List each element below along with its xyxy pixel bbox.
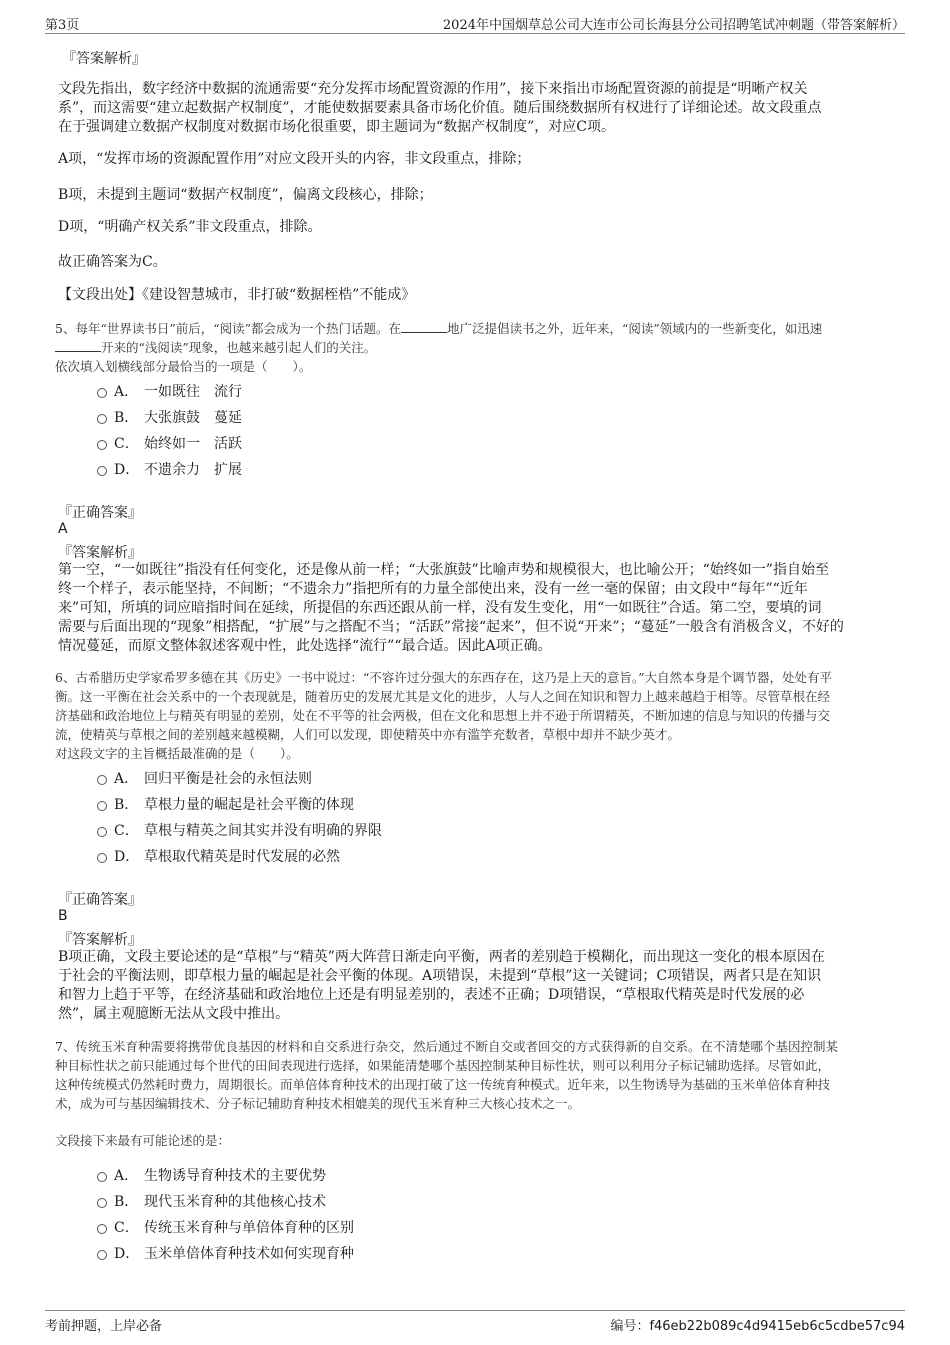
option-text: 一如既往 流行 [144,384,242,400]
option-text: 生物诱导育种技术的主要优势 [144,1168,326,1184]
document-title: 2024年中国烟草总公司大连市公司长海县分公司招聘笔试冲刺题（带答案解析） [442,18,905,33]
option-text: 草根取代精英是时代发展的必然 [144,849,340,865]
option-text: 玉米单倍体育种技术如何实现育种 [144,1246,354,1262]
q6-stem [55,668,915,763]
analysis-line: 需要与后面出现的“现象”相搭配，“扩展”与之搭配不当；“活跃”常接“起来”，但不说“开来”；“蔓延”一般含有消极含义，不好的 [58,619,844,635]
radio-circle-icon[interactable] [97,1224,107,1234]
q6-analysis-title: 『答案解析』 [58,932,142,948]
q4-source: 【文段出处】《建设智慧城市，非打破“数据桎梏”不能成》 [58,287,416,303]
radio-circle-icon[interactable] [97,801,107,811]
q6-stem-line: 济基础和政治地位上与精英有明显的差别，处在不平等的社会两极，但在文化和思想上并不逊于所谓精英，不断加速的信息与知识的传播与交 [55,708,831,723]
q5-stem-part: 地广泛提倡读书之外，近年来，“阅读”领域内的一些新变化，如迅速 [447,321,823,336]
analysis-line: 文段先指出，数字经济中数据的流通需要“充分发挥市场配置资源的作用”，接下来指出市场配置资源的前提是“明晰产权关 [58,81,808,97]
option-letter: D． [114,462,140,478]
option-text: 始终如一 活跃 [144,436,242,452]
fill-blank-2 [55,340,101,352]
q4-analysis [58,80,908,137]
analysis-line: 来”可知，所填的词应暗指时间在延续，所提倡的东西还跟从前一样，没有发生变化，用“一如既往”合适。第二空，要填的词 [58,600,822,616]
q6-answer-title: 『正确答案』 [58,892,142,908]
option-letter: D． [114,1246,140,1262]
analysis-line: 终一个样子，表示能坚持，不间断；“不遗余力”指把所有的力量全部使出来，没有一丝一毫的保留；由文段中“每年”“近年 [58,581,808,597]
option-text: 现代玉米育种的其他核心技术 [144,1194,326,1210]
option-letter: A． [114,1168,139,1184]
q6-prompt: 对这段文字的主旨概括最准确的是（ ）。 [55,746,299,761]
q4-item-a: A项，“发挥市场的资源配置作用”对应文段开头的内容，非文段重点，排除； [58,151,531,167]
q5-stem-part: 开来的“浅阅读”现象，也越来越引起人们的关注。 [101,340,377,355]
radio-circle-icon[interactable] [97,775,107,785]
q4-analysis-title: 『答案解析』 [62,51,146,67]
q4-conclusion: 故正确答案为C。 [58,254,167,270]
analysis-line: 第一空，“一如既往”指没有任何变化，还是像从前一样；“大张旗鼓”比喻声势和规模很大，也比喻公开；“始终如一”指自始至 [58,562,829,578]
q7-stem-line: 7、传统玉米育种需要将携带优良基因的材料和自交系进行杂交，然后通过不断自交或者回交的方式获得新的自交系。在不清楚哪个基因控制某 [55,1039,838,1054]
q4-item-b: B项，未提到主题词“数据产权制度”，偏离文段核心，排除； [58,187,433,203]
option-text: 草根与精英之间其实并没有明确的界限 [144,823,382,839]
radio-circle-icon[interactable] [97,827,107,837]
q6-stem-line: 流，使精英与草根之间的差别越来越模糊，人们可以发现，即使精英中亦有滥竽充数者，草根中却并不缺少英才。 [55,727,681,742]
radio-circle-icon[interactable] [97,1198,107,1208]
radio-circle-icon[interactable] [97,440,107,450]
radio-circle-icon[interactable] [97,1172,107,1182]
option-letter: C． [114,436,139,452]
option-text: 大张旗鼓 蔓延 [144,410,242,426]
page-footer [45,1310,905,1336]
option-letter: C． [114,1220,139,1236]
q7-stem [55,1037,915,1113]
option-letter: B． [114,1194,139,1210]
analysis-line: 和智力上趋于平等，在经济基础和政治地位上还是有明显差别的，表述不正确；D项错误，“草根取代精英是时代发展的必 [58,987,805,1003]
option-letter: A． [114,384,139,400]
q5-stem [55,319,915,376]
q7-prompt: 文段接下来最有可能论述的是： [55,1133,231,1148]
q5-analysis-title: 『答案解析』 [58,545,142,561]
radio-circle-icon[interactable] [97,414,107,424]
q5-analysis [58,561,908,656]
analysis-line: 在于强调建立数据产权制度对数据市场化很重要，即主题词为“数据产权制度”，对应C项。 [58,119,616,135]
document-code: 编号：f46eb22b089c4d9415eb6c5cdbe57c94 [610,1319,905,1334]
q6-stem-line: 衡。这一平衡在社会关系中的一个表现就是，随着历史的发展尤其是文化的进步，人与人之间在知识和智力上越来越趋于相等。尽管草根在经 [55,689,831,704]
option-letter: A． [114,771,139,787]
option-letter: B． [114,797,139,813]
option-text: 草根力量的崛起是社会平衡的体现 [144,797,354,813]
radio-circle-icon[interactable] [97,1250,107,1260]
analysis-line: 情况蔓延，而原文整体叙述客观中性，此处选择“流行”“最合适。因此A项正确。 [58,638,552,654]
option-letter: D． [114,849,140,865]
analysis-line: 系”，而这需要“建立起数据产权制度”，才能使数据要素具备市场化价值。随后围绕数据所有权进行了详细论述。故文段重点 [58,100,822,116]
q6-analysis [58,948,908,1024]
q7-stem-line: 种目标性状之前只能通过每个世代的田间表现进行选择，如果能清楚哪个基因控制某种目标性状，则可以利用分子标记辅助选择。尽管如此， [55,1058,831,1073]
option-letter: B． [114,410,139,426]
page-number: 第3页 [45,18,80,33]
analysis-line: 于社会的平衡法则，即草根力量的崛起是社会平衡的体现。A项错误，未提到“草根”这一关键词；C项错误，两者只是在知识 [58,968,822,984]
page-header [45,12,905,34]
footer-slogan: 考前押题，上岸必备 [45,1319,163,1334]
q6-stem-line: 6、古希腊历史学家希罗多德在其《历史》一书中说过：“不容许过分强大的东西存在，这乃是上天的意旨。”大自然本身是个调节器，处处有平 [55,670,832,685]
analysis-line: 然”，属主观臆断无法从文段中推出。 [58,1006,290,1022]
q5-answer: A [58,521,68,537]
option-text: 不遗余力 扩展 [144,462,242,478]
radio-circle-icon[interactable] [97,466,107,476]
q5-prompt: 依次填入划横线部分最恰当的一项是（ ）。 [55,359,312,374]
option-letter: C． [114,823,139,839]
option-text: 回归平衡是社会的永恒法则 [144,771,312,787]
q7-stem-line: 术，成为可与基因编辑技术、分子标记辅助育种技术相媲美的现代玉米育种三大核心技术之一。 [55,1096,581,1111]
q5-stem-part: 5、每年“世界读书日”前后，“阅读”都会成为一个热门话题。在 [55,321,402,336]
radio-circle-icon[interactable] [97,853,107,863]
q5-answer-title: 『正确答案』 [58,505,142,521]
q7-stem-line: 这种传统模式仍然耗时费力，周期很长。而单倍体育种技术的出现打破了这一传统育种模式。近年来，以生物诱导为基础的玉米单倍体育种技 [55,1077,831,1092]
analysis-line: B项正确，文段主要论述的是“草根”与“精英”两大阵营日渐走向平衡，两者的差别趋于模糊化，而出现这一变化的根本原因在 [58,949,825,965]
option-text: 传统玉米育种与单倍体育种的区别 [144,1220,354,1236]
fill-blank-1 [401,321,447,333]
q6-answer: B [58,908,68,924]
radio-circle-icon[interactable] [97,388,107,398]
q4-item-d: D项，“明确产权关系”非文段重点，排除。 [58,219,322,235]
